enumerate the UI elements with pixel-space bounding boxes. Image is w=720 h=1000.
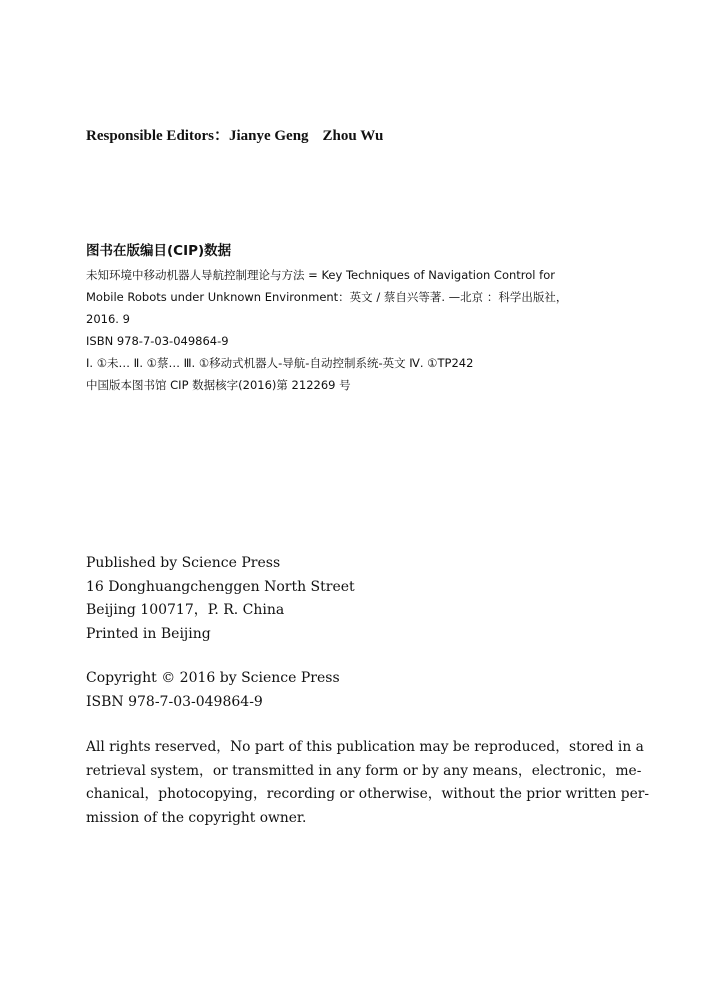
copyright-block [86,667,340,714]
cip-line: Ⅰ. ①未… Ⅱ. ①蔡… Ⅲ. ①移动式机器人-导航-自动控制系统-英文 Ⅳ. ①TP242 [86,356,474,370]
rights-line: All rights reserved，No part of this publication may be reproduced，stored in a [86,739,644,755]
editor-name-2: Zhou Wu [322,128,384,144]
responsible-editors [86,124,383,145]
cip-line: 未知环境中移动机器人导航控制理论与方法 = Key Techniques of Navigation Control for [86,268,555,282]
publisher-line: Published by Science Press [86,555,281,571]
cip-line: 中国版本图书馆 CIP 数据核字(2016)第 212269 号 [86,378,351,392]
publisher-line: Beijing 100717，P. R. China [86,602,285,618]
editor-name-1: Jianye Geng [228,128,309,144]
cip-line: Mobile Robots under Unknown Environment：英文 / 蔡自兴等著. —北京 ：科学出版社， [86,290,568,304]
cip-title: 图书在版编目(CIP)数据 [86,243,232,259]
cip-line: 2016. 9 [86,312,130,326]
rights-statement [86,736,650,830]
editors-label: Responsible Editors： [86,128,229,144]
publisher-line: Printed in Beijing [86,625,211,642]
copyright-line: Copyright © 2016 by Science Press [86,670,340,686]
rights-line: retrieval system，or transmitted in any form or by any means，electronic，me- [86,762,642,779]
rights-line: chanical，photocopying，recording or otherwise，without the prior written per- [86,786,650,802]
cip-line: ISBN 978-7-03-049864-9 [86,334,229,348]
publisher-block [86,552,355,646]
cip-block [86,240,646,396]
isbn-line: ISBN 978-7-03-049864-9 [86,693,263,710]
publisher-line: 16 Donghuangchenggen North Street [86,578,355,595]
rights-line: mission of the copyright owner. [86,809,307,826]
